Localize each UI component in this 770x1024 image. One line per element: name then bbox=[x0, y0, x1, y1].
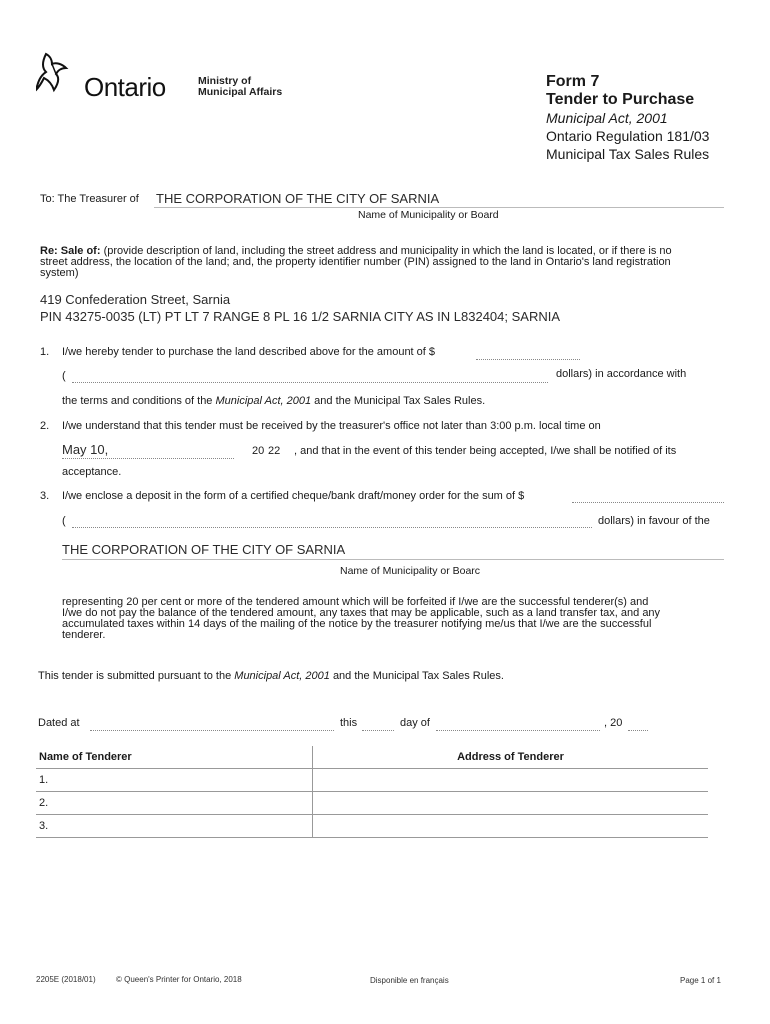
this-label: this bbox=[340, 717, 358, 729]
col-address-header: Address of Tenderer bbox=[313, 746, 709, 769]
year-field[interactable]: 22 bbox=[268, 445, 281, 457]
forfeit-line-2: I/we do not pay the balance of the tendered amount, any taxes that may be applicable, such as a land transfer tax, and any bbox=[62, 607, 661, 619]
act-name: Municipal Act, 2001 bbox=[546, 110, 668, 126]
deposit-amount-field[interactable] bbox=[572, 502, 724, 503]
municipality-caption: Name of Municipality or Board bbox=[358, 209, 499, 221]
table-row[interactable] bbox=[36, 769, 708, 792]
month-field[interactable] bbox=[436, 730, 600, 731]
col-name-header: Name of Tenderer bbox=[36, 746, 313, 769]
re-description bbox=[40, 246, 736, 279]
address-cell[interactable] bbox=[313, 769, 709, 792]
terms-suffix: and the Municipal Tax Sales Rules. bbox=[314, 395, 486, 407]
row-number[interactable]: 1. bbox=[36, 769, 313, 792]
dated-at-field[interactable] bbox=[90, 730, 334, 731]
payee-municipality-field[interactable]: THE CORPORATION OF THE CITY OF SARNIA bbox=[62, 542, 346, 557]
dated-at-label: Dated at bbox=[38, 717, 80, 729]
address-cell[interactable] bbox=[313, 815, 709, 838]
address-cell[interactable] bbox=[313, 792, 709, 815]
forfeit-line-3: accumulated taxes within 14 days of the mailing of the notice by the treasurer notifying me/us that I/we are the successful bbox=[62, 618, 652, 630]
ontario-trillium-logo bbox=[36, 50, 86, 98]
re-description-line-3: system) bbox=[40, 267, 79, 279]
municipality-field[interactable]: THE CORPORATION OF THE CITY OF SARNIA bbox=[156, 191, 440, 206]
day-of-label: day of bbox=[400, 717, 430, 729]
re-label: Re: Sale of: bbox=[40, 245, 101, 257]
table-row[interactable] bbox=[36, 792, 708, 815]
terms-prefix: the terms and conditions of the bbox=[62, 395, 213, 407]
forfeit-line-4: tenderer. bbox=[62, 629, 106, 641]
regulation: Ontario Regulation 181/03 bbox=[546, 128, 710, 144]
payee-caption: Name of Municipality or Boarc bbox=[340, 565, 481, 577]
french-availability: Disponible en français bbox=[370, 976, 449, 985]
item-1-paren: ( bbox=[62, 370, 66, 382]
to-prefix: To: The Treasurer of bbox=[40, 193, 139, 205]
form-heading bbox=[546, 73, 709, 163]
item-2-continuation: , and that in the event of this tender being accepted, I/we shall be notified of its bbox=[294, 445, 677, 457]
item-3-dollars: dollars) in favour of the bbox=[598, 515, 710, 527]
ministry-line-2: Municipal Affairs bbox=[198, 86, 283, 98]
dated-year-field[interactable] bbox=[628, 730, 648, 731]
row-number[interactable]: 2. bbox=[36, 792, 313, 815]
logo-wordmark: Ontario bbox=[84, 72, 166, 102]
form-code: 2205E (2018/01) bbox=[36, 975, 96, 984]
ministry-name bbox=[198, 76, 282, 98]
re-description-line-2: street address, the location of the land; and, the property identifier number (PIN) assigned to the land in Ontario's land registration bbox=[40, 256, 671, 268]
item-2-number: 2. bbox=[40, 420, 50, 432]
item-1-number: 1. bbox=[40, 346, 50, 358]
form-number: Form 7 bbox=[546, 73, 600, 90]
deadline-date-field[interactable]: May 10, bbox=[62, 442, 109, 457]
item-2-text: I/we understand that this tender must be received by the treasurer's office not later than 3:00 p.m. local time on bbox=[62, 420, 601, 432]
day-field[interactable] bbox=[362, 730, 394, 731]
year-label: , 20 bbox=[604, 717, 623, 729]
table-header-row bbox=[36, 746, 708, 769]
tender-amount-field[interactable] bbox=[476, 359, 580, 360]
item-1-terms bbox=[62, 395, 485, 407]
item-1-dollars: dollars) in accordance with bbox=[556, 368, 687, 380]
pursuant-suffix: and the Municipal Tax Sales Rules. bbox=[332, 670, 504, 682]
item-1-text: I/we hereby tender to purchase the land described above for the amount of $ bbox=[62, 346, 436, 358]
item-3-text: I/we enclose a deposit in the form of a certified cheque/bank draft/money order for the sum of $ bbox=[62, 490, 525, 502]
year-prefix: 20 bbox=[252, 445, 265, 457]
property-address[interactable]: 419 Confederation Street, Sarnia bbox=[40, 292, 231, 307]
item-2-acceptance: acceptance. bbox=[62, 466, 122, 478]
re-description-line-1: (provide description of land, including the street address and municipality in which the land is located, or if there is no bbox=[103, 245, 672, 257]
tender-amount-words-field[interactable] bbox=[72, 382, 548, 383]
pursuant-statement bbox=[38, 670, 504, 682]
tenderer-table bbox=[36, 746, 708, 838]
pursuant-prefix: This tender is submitted pursuant to the bbox=[38, 670, 232, 682]
copyright: © Queen's Printer for Ontario, 2018 bbox=[116, 975, 242, 984]
rules: Municipal Tax Sales Rules bbox=[546, 146, 710, 162]
forfeit-clause bbox=[62, 597, 722, 641]
table-row[interactable] bbox=[36, 815, 708, 838]
property-pin[interactable]: PIN 43275-0035 (LT) PT LT 7 RANGE 8 PL 16 1/2 SARNIA CITY AS IN L832404; SARNIA bbox=[40, 309, 561, 324]
ministry-line-1: Ministry of bbox=[198, 75, 252, 87]
row-number[interactable]: 3. bbox=[36, 815, 313, 838]
forfeit-line-1: representing 20 per cent or more of the tendered amount which will be forfeited if I/we are the successful tenderer(s) and bbox=[62, 596, 649, 608]
page-number: Page 1 of 1 bbox=[680, 976, 721, 985]
terms-act: Municipal Act, 2001 bbox=[215, 395, 312, 407]
deposit-amount-words-field[interactable] bbox=[72, 527, 592, 528]
form-title: Tender to Purchase bbox=[546, 91, 695, 108]
pursuant-act: Municipal Act, 2001 bbox=[234, 670, 330, 682]
item-3-paren: ( bbox=[62, 515, 66, 527]
item-3-number: 3. bbox=[40, 490, 50, 502]
